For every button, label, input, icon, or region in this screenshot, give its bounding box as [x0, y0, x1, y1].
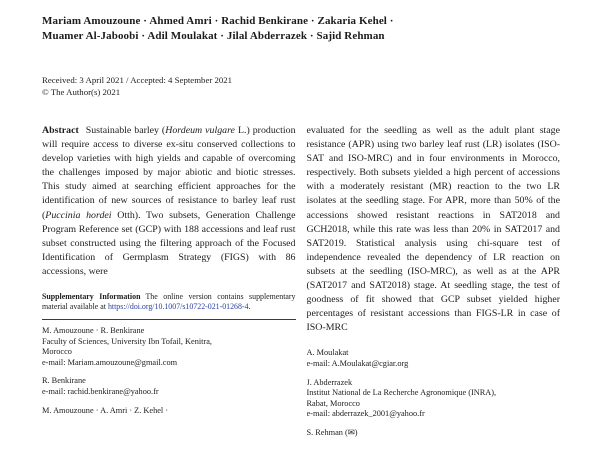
footnote-authors: M. Amouzoune · R. Benkirane — [42, 326, 145, 336]
footnote-email: e-mail: Mariam.amouzoune@gmail.com — [42, 357, 178, 367]
footnote-email: e-mail: rachid.benkirane@yahoo.fr — [42, 387, 159, 396]
doi-link[interactable]: https://doi.org/10.1007/s10722-021-01268-4 — [107, 302, 249, 312]
footnote-divider — [42, 319, 296, 320]
species-name-hordeum: Hordeum vulgare — [165, 125, 235, 136]
copyright-line: © The Author(s) 2021 — [42, 86, 121, 97]
abstract-text-seg2: L.) production will require access to diverse ex-situ conserved collections to develop varieties with high yields and capable of overcoming the challenges imposed by major abiotic and biotic stresses. This study aimed at searching efficient approaches for the identification of new sources of resistance to barley leaf rust ( — [42, 125, 296, 221]
supplementary-text: The online version contains supplementary material available at — [42, 292, 296, 312]
footnote-authors: R. Benkirane — [42, 376, 86, 386]
two-column-body — [42, 124, 560, 447]
footnote-block — [42, 376, 296, 397]
abstract-right: evaluated for the seedling as well as the adult plant stage resistance (APR) using two barley leaf rust (LR) isolates (ISO-SAT and ISO-MRC) and in four environments in Morocco, respectively. Both subsets yielded a high percent of accessions with a moderately resistant (MR) reaction to the two LR isolates at the seedling stage. For APR, more than 50% of the accessions showed resistant reactions in SAT2018 and GCH2018, while this rate was less than 20% in SAT2017 and SAT2019. Statistical analysis using chi-square test of independence revealed the dependency of LR reaction on subsets at the seedling (ISO-MRC), as well as at the APR (SAT2017 and SAT2018) stage. At seedling stage, the test of goodness of fit showed that GCP subset yielded higher percentages of resistant accessions than FIGS-LR in case of ISO-MRC — [306, 125, 560, 334]
footnote-block — [42, 326, 296, 368]
supplementary-label: Supplementary Information — [42, 292, 141, 302]
author-list — [42, 14, 560, 43]
abstract-label: Abstract — [42, 125, 79, 136]
footnote-block — [42, 406, 296, 417]
footnote-affiliation: Institut National de La Recherche Agronomique (INRA), — [306, 388, 497, 398]
authors-line-1: Mariam Amouzoune · Ahmed Amri · Rachid Benkirane · Zakaria Kehel · — [42, 15, 394, 27]
footnote-authors: M. Amouzoune · A. Amri · Z. Kehel · — [42, 405, 169, 415]
species-name-puccinia: Puccinia hordei — [45, 209, 112, 221]
supplementary-information — [42, 292, 296, 312]
footnote-block — [307, 348, 561, 369]
authors-line-2: Muamer Al-Jaboobi · Adil Moulakat · Jilal Abderrazek · Sajid Rehman — [42, 29, 385, 42]
footnote-corresponding-author: S. Rehman (✉) — [306, 427, 358, 437]
footnote-affiliation: Rabat, Morocco — [306, 398, 360, 408]
supplementary-period: . — [248, 302, 251, 312]
footnote-block — [307, 428, 561, 439]
right-footnotes — [307, 348, 561, 438]
footnote-authors: A. Moulakat — [306, 348, 349, 358]
footnote-affiliation: Faculty of Sciences, University Ibn Tofail, Kenitra, — [42, 336, 213, 346]
right-column — [307, 124, 561, 447]
abstract-left — [42, 124, 296, 279]
abstract-text-seg3: Otth). Two subsets, Generation Challenge Program Reference set (GCP) with 188 accessions and leaf rust subset constructed using the filtering approach of the Focused Identification of Germplasm Strategy (FIGS) with 86 accessions, were — [42, 209, 296, 277]
footnote-affiliation: Morocco — [42, 347, 72, 357]
footnote-block — [307, 378, 561, 420]
received-accepted-line: Received: 3 April 2021 / Accepted: 4 September 2021 — [42, 75, 233, 85]
left-footnotes — [42, 326, 296, 416]
abstract-text-seg1: Sustainable barley ( — [85, 125, 166, 136]
footnote-authors: J. Abderrazek — [306, 377, 353, 387]
footnote-email: e-mail: A.Moulakat@cgiar.org — [306, 359, 409, 368]
article-dates — [42, 75, 560, 98]
footnote-email: e-mail: abderrazek_2001@yahoo.fr — [306, 409, 425, 419]
left-column — [42, 124, 296, 447]
